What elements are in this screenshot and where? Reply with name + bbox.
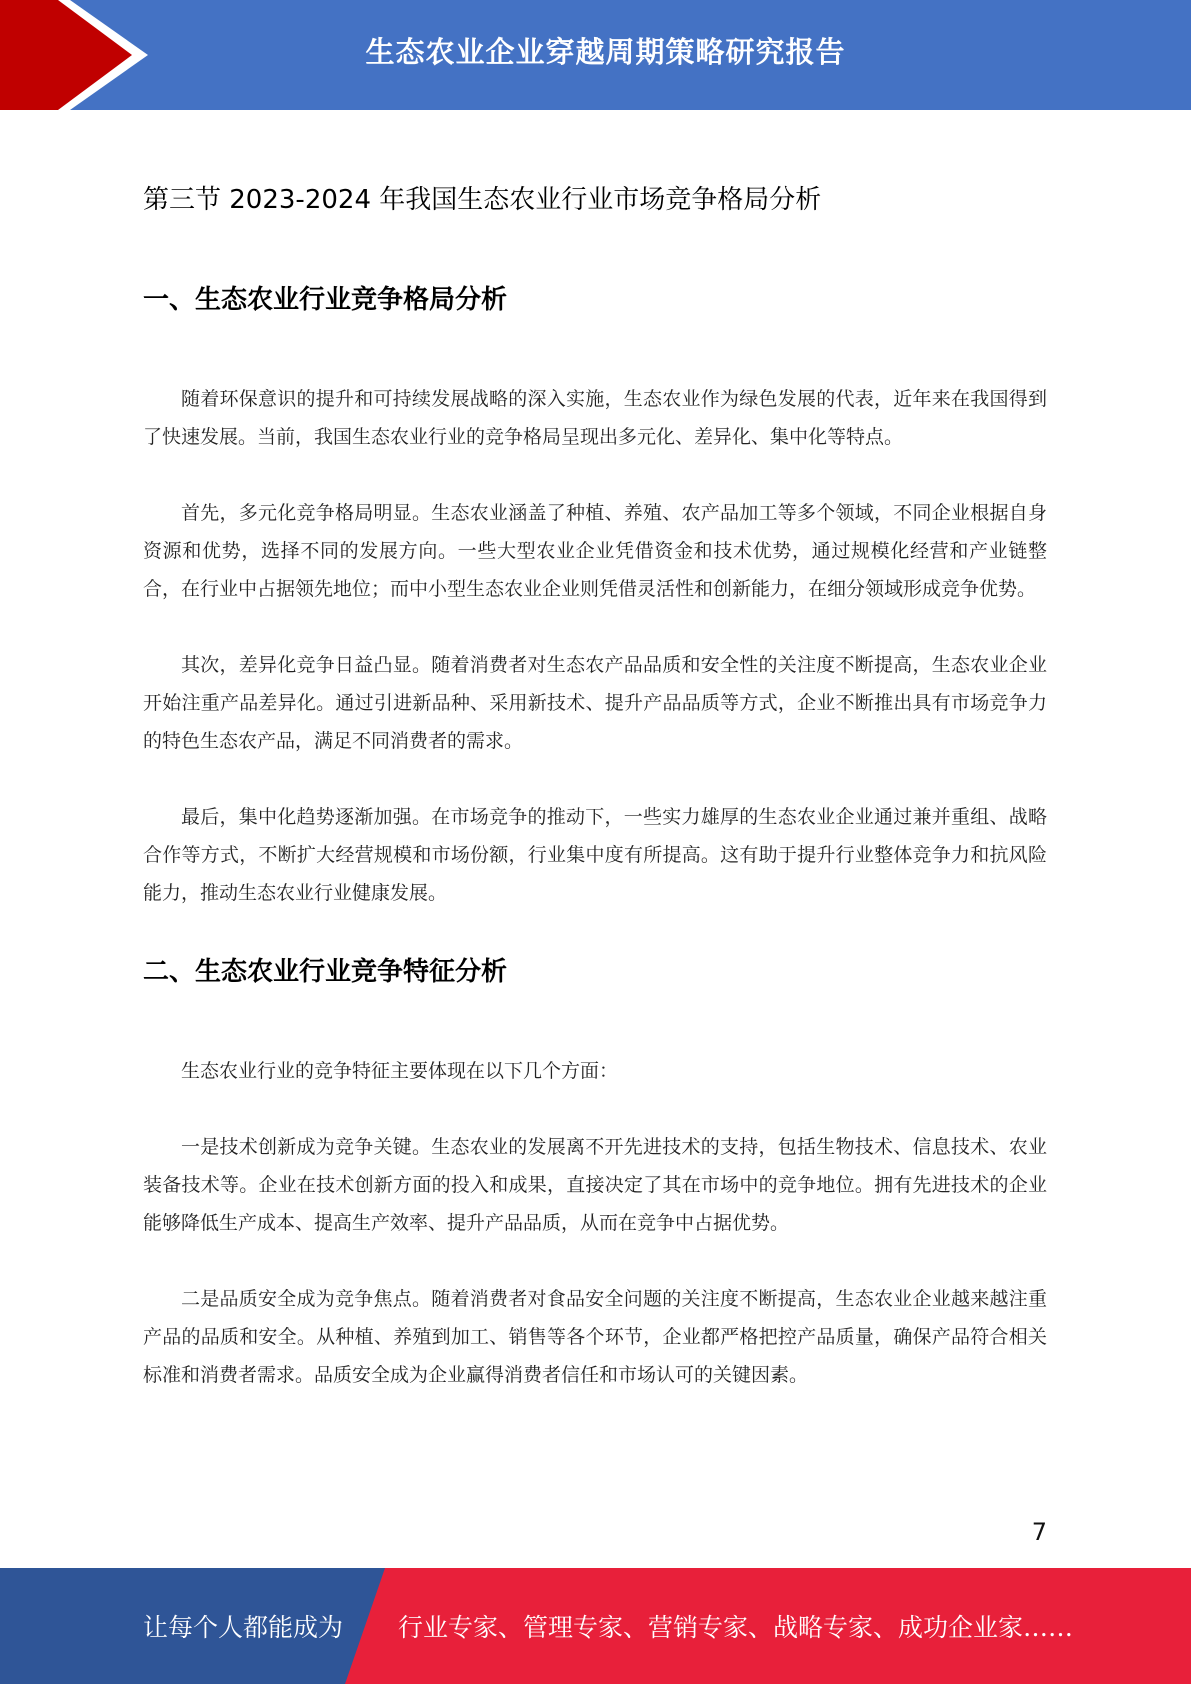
footer-banner: [0, 1568, 1191, 1684]
paragraph: 随着环保意识的提升和可持续发展战略的深入实施，生态农业作为绿色发展的代表，近年来在我国得到了快速发展。当前，我国生态农业行业的竞争格局呈现出多元化、差异化、集中化等特点。: [143, 388, 1047, 448]
paragraph: 生态农业行业的竞争特征主要体现在以下几个方面：: [181, 1060, 619, 1082]
heading-competition-landscape: 一、生态农业行业竞争格局分析: [143, 285, 508, 315]
page-content: [143, 180, 1047, 1394]
report-title: 生态农业企业穿越周期策略研究报告: [365, 34, 846, 69]
paragraph: 其次，差异化竞争日益凸显。随着消费者对生态农产品品质和安全性的关注度不断提高，生态农业企业开始注重产品差异化。通过引进新品种、采用新技术、提升产品品质等方式，企业不断推出具有市场竞争力的特色生态农产品，满足不同消费者的需求。: [143, 654, 1047, 752]
footer-slogan-right: 行业专家、管理专家、营销专家、战略专家、成功企业家……: [398, 1613, 1074, 1642]
page-number: 7: [1031, 1518, 1047, 1546]
header-banner: [0, 0, 1191, 110]
paragraph: 最后，集中化趋势逐渐加强。在市场竞争的推动下，一些实力雄厚的生态农业企业通过兼并重组、战略合作等方式，不断扩大经营规模和市场份额，行业集中度有所提高。这有助于提升行业整体竞争力和抗风险能力，推动生态农业行业健康发展。: [143, 806, 1047, 904]
section-title: 第三节 2023-2024 年我国生态农业行业市场竞争格局分析: [143, 185, 822, 215]
paragraph: 首先，多元化竞争格局明显。生态农业涵盖了种植、养殖、农产品加工等多个领域，不同企业根据自身资源和优势，选择不同的发展方向。一些大型农业企业凭借资金和技术优势，通过规模化经营和产业链整合，在行业中占据领先地位；而中小型生态农业企业则凭借灵活性和创新能力，在细分领域形成竞争优势。: [143, 502, 1047, 600]
footer-slogan-left: 让每个人都能成为: [143, 1613, 344, 1642]
paragraph: 一是技术创新成为竞争关键。生态农业的发展离不开先进技术的支持，包括生物技术、信息技术、农业装备技术等。企业在技术创新方面的投入和成果，直接决定了其在市场中的竞争地位。拥有先进技术的企业能够降低生产成本、提高生产效率、提升产品品质，从而在竞争中占据优势。: [143, 1136, 1047, 1234]
paragraph: 二是品质安全成为竞争焦点。随着消费者对食品安全问题的关注度不断提高，生态农业企业越来越注重产品的品质和安全。从种植、养殖到加工、销售等各个环节，企业都严格把控产品质量，确保产品符合相关标准和消费者需求。品质安全成为企业赢得消费者信任和市场认可的关键因素。: [143, 1288, 1047, 1386]
heading-competition-features: 二、生态农业行业竞争特征分析: [143, 957, 508, 987]
